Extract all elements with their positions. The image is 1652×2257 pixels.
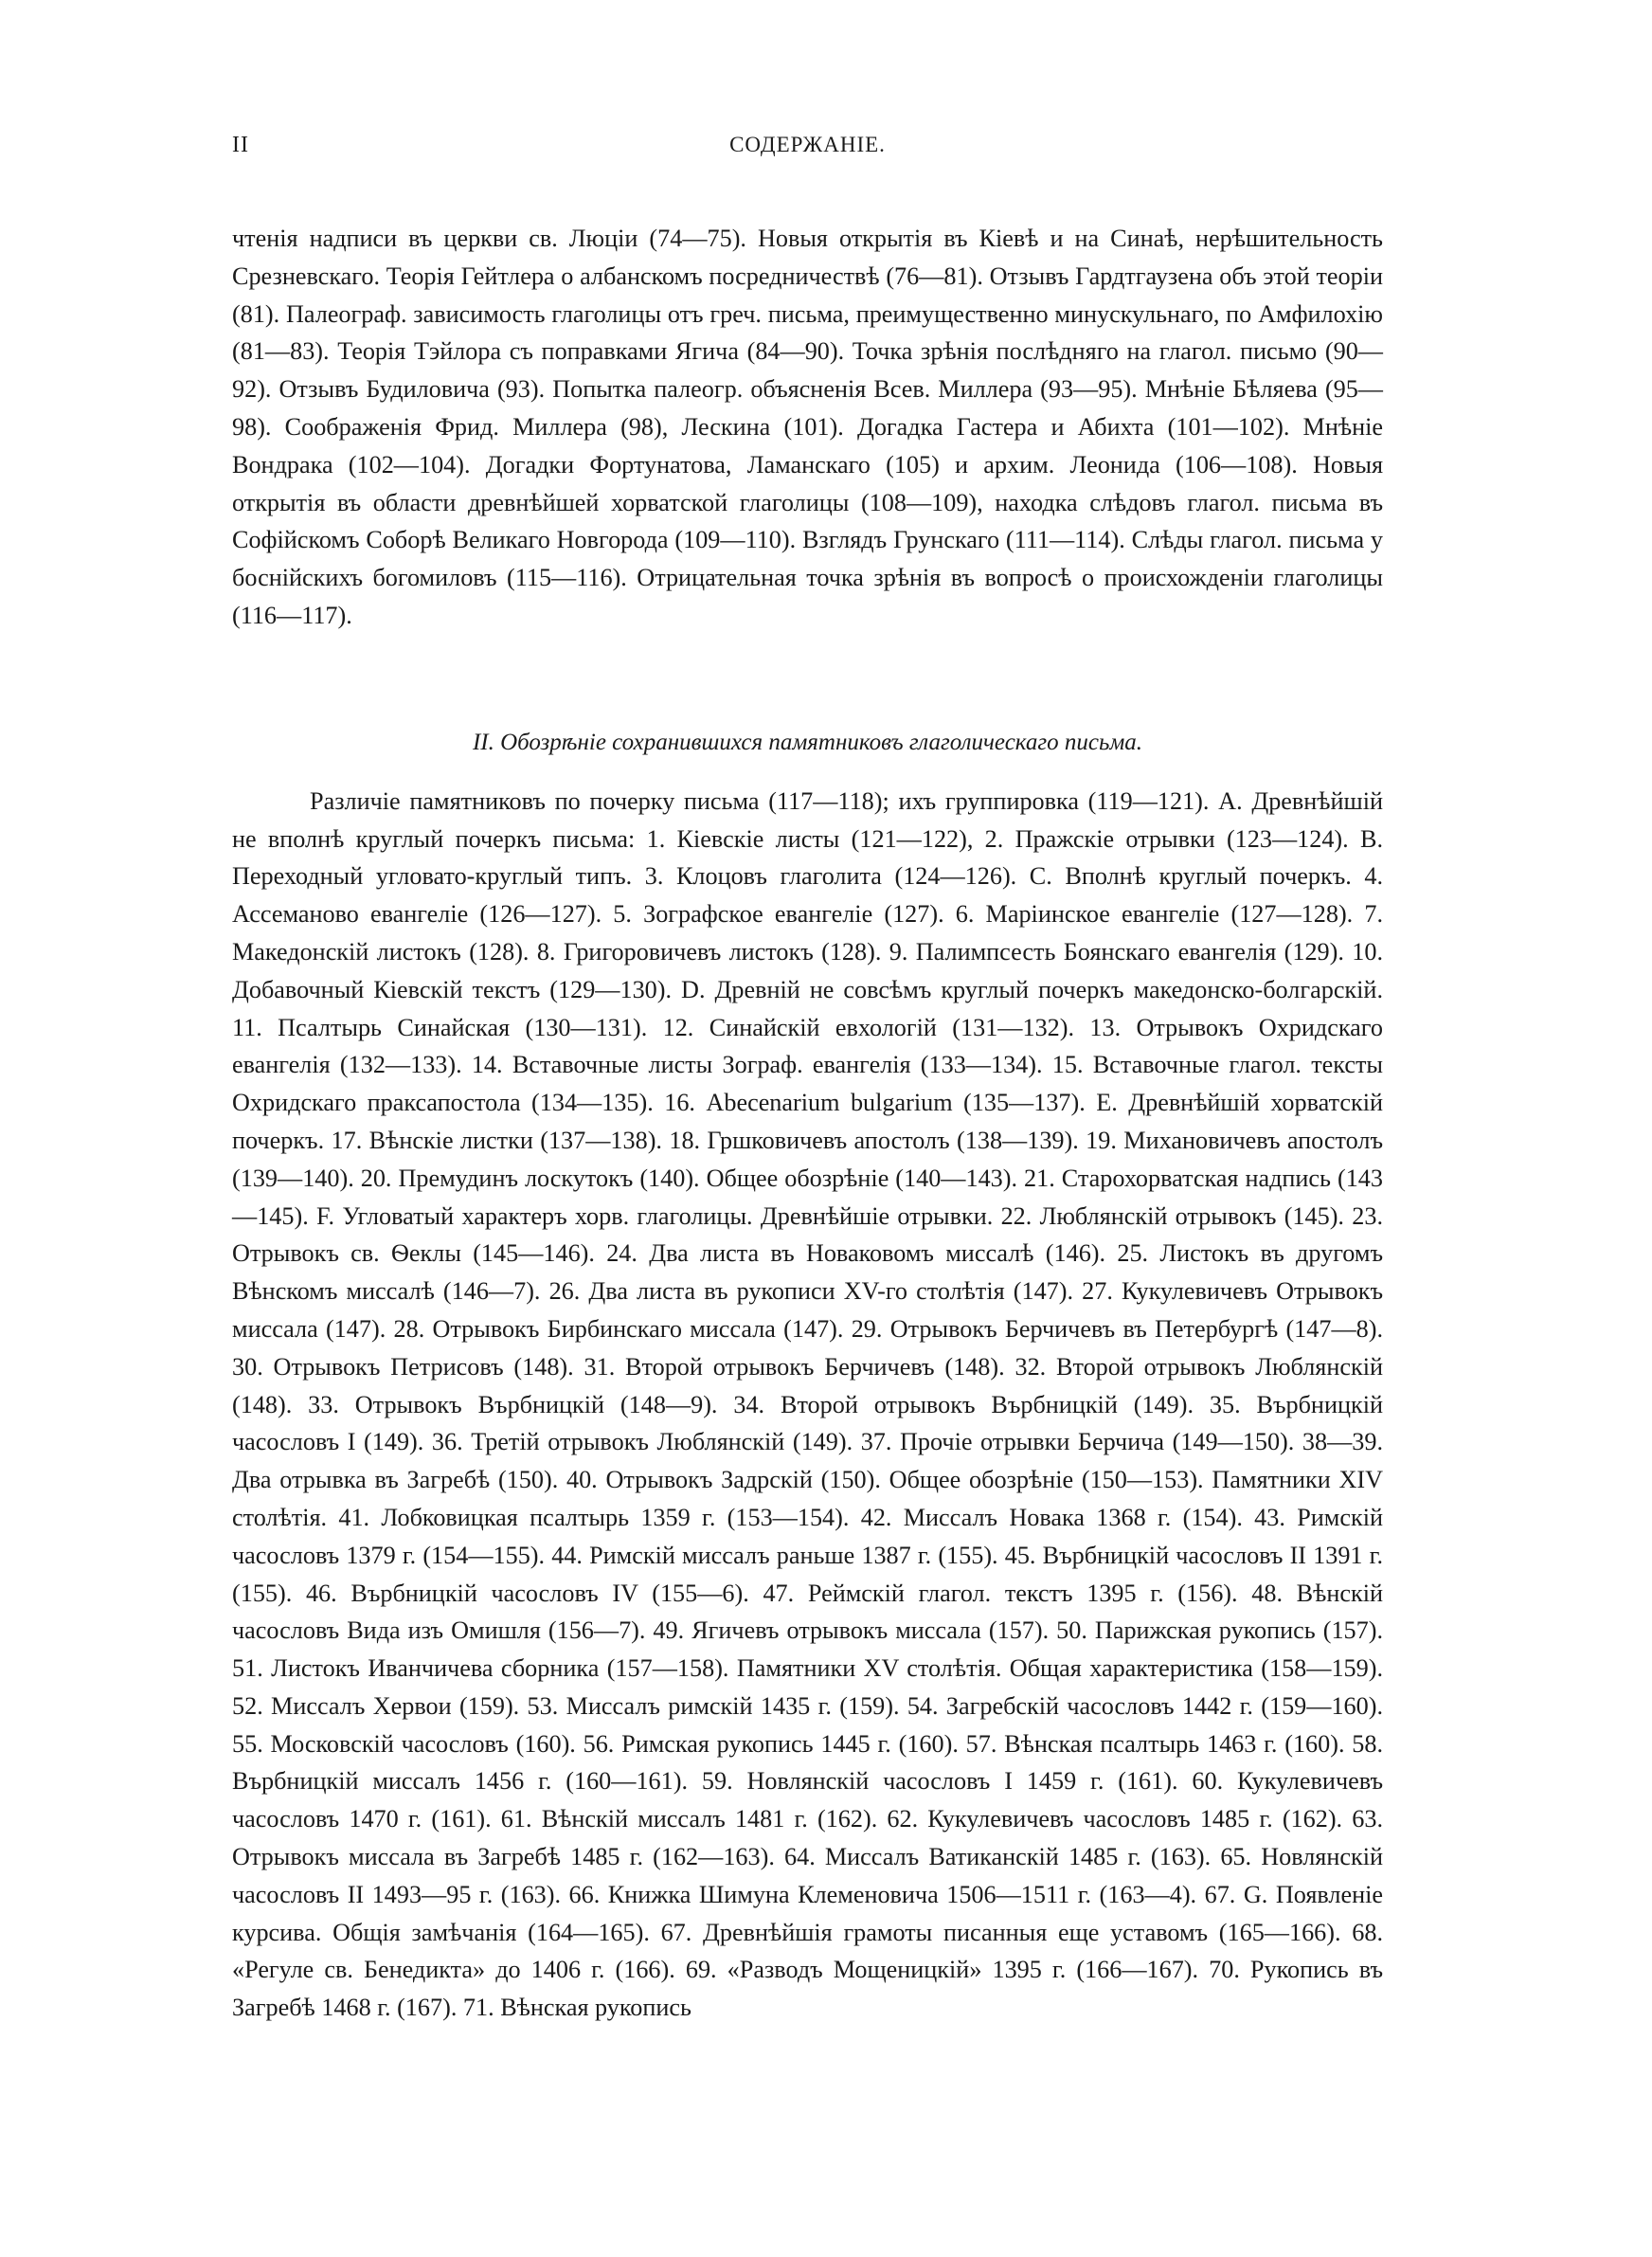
continued-paragraph: чтенія надписи въ церкви св. Люціи (74—75). Новыя открытія въ Кіевѣ и на Синаѣ, нерѣшительность Срезневскаго. Теорія Гейтлера о албанскомъ посредничествѣ (76—81). Отзывъ Гардтгаузена объ этой теоріи (81). Палеограф. зависимость глаголицы отъ греч. письма, преимущественно минускульнаго, по Амфилохію (81—83). Теорія Тэйлора съ поправками Ягича (84—90). Точка зрѣнія послѣдняго на глагол. письмо (90—92). Отзывъ Будиловича (93). Попытка палеогр. объясненія Всев. Миллера (93—95). Мнѣніе Бѣляева (95—98). Соображенія Фрид. Миллера (98), Лескина (101). Догадка Гастера и Абихта (101—102). Мнѣніе Вондрака (102—104). Догадки Фортунатова, Ламанскаго (105) и архим. Леонида (106—108). Новыя открытія въ области древнѣйшей хорватской глаголицы (108—109), находка слѣдовъ глагол. письма въ Софійскомъ Соборѣ Великаго Новгорода (109—110). Взглядъ Грунскаго (111—114). Слѣды глагол. письма у боснійскихъ богомиловъ (115—116). Отрицательная точка зрѣнія въ вопросѣ о происхожденіи глаголицы (116—117). (232, 225, 1383, 629)
document-page (232, 133, 1383, 2027)
section-heading: II. Обозрѣніе сохранившихся памятниковъ глаголическаго письма. (472, 729, 1143, 755)
page-number: II (232, 133, 249, 157)
section-paragraph: Различіе памятниковъ по почерку письма (117—118); ихъ группировка (119—121). A. Древнѣйшій не вполнѣ круглый почеркъ письма: 1. Кіевскіе листы (121—122), 2. Пражскіе отрывки (123—124). B. Переходный угловато-круглый типъ. 3. Клоцовъ глаголита (124—126). C. Вполнѣ круглый почеркъ. 4. Ассеманово евангеліе (126—127). 5. Зографское евангеліе (127). 6. Маріинское евангеліе (127—128). 7. Македонскій листокъ (128). 8. Григоровичевъ листокъ (128). 9. Палимпсесть Боянскаго евангелія (129). 10. Добавочный Кіевскій текстъ (129—130). D. Древній не совсѣмъ круглый почеркъ македонско-болгарскій. 11. Псалтырь Синайская (130—131). 12. Синайскій евхологій (131—132). 13. Отрывокъ Охридскаго евангелія (132—133). 14. Вставочные листы Зограф. евангелія (133—134). 15. Вставочные глагол. тексты Охридскаго праксапостола (134—135). 16. Abecenarium bulgarium (135—137). E. Древнѣйшій хорватскій почеркъ. 17. Вѣнскіе листки (137—138). 18. Гршковичевъ апостолъ (138—139). 19. Михановичевъ апостолъ (139—140). 20. Премудинъ лоскутокъ (140). Общее обозрѣніе (140—143). 21. Старохорватская надпись (143—145). F. Угловатый характеръ хорв. глаголицы. Древнѣйшіе отрывки. 22. Люблянскій отрывокъ (145). 23. Отрывокъ св. Ѳеклы (145—146). 24. Два листа въ Новаковомъ миссалѣ (146). 25. Листокъ въ другомъ Вѣнскомъ миссалѣ (146—7). 26. Два листа въ рукописи XV-го столѣтія (147). 27. Кукулевичевъ Отрывокъ миссала (147). 28. Отрывокъ Бирбинскаго миссала (147). 29. Отрывокъ Берчичевъ въ Петербургѣ (147—8). 30. Отрывокъ Петрисовъ (148). 31. Второй отрывокъ Берчичевъ (148). 32. Второй отрывокъ Люблянскій (148). 33. Отрывокъ Върбницкій (148—9). 34. Второй отрывокъ Върбницкій (149). 35. Върбницкій часословъ I (149). 36. Третій отрывокъ Люблянскій (149). 37. Прочіе отрывки Берчича (149—150). 38—39. Два отрывка въ Загребѣ (150). 40. Отрывокъ Задрскій (150). Общее обозрѣніе (150—153). Памятники XIV столѣтія. 41. Лобковицкая псалтырь 1359 г. (153—154). 42. Миссалъ Новака 1368 г. (154). 43. Римскій часословъ 1379 г. (154—155). 44. Римскій миссалъ раньше 1387 г. (155). 45. Върбницкій часословъ II 1391 г. (155). 46. Върбницкій часословъ IV (155—6). 47. Реймскій глагол. текстъ 1395 г. (156). 48. Вѣнскій часословъ Вида изъ Омишля (156—7). 49. Ягичевъ отрывокъ миссала (157). 50. Парижская рукопись (157). 51. Листокъ Иванчичева сборника (157—158). Памятники XV столѣтія. Общая характеристика (158—159). 52. Миссалъ Хервои (159). 53. Миссалъ римскій 1435 г. (159). 54. Загребскій часословъ 1442 г. (159—160). 55. Московскій часословъ (160). 56. Римская рукопись 1445 г. (160). 57. Вѣнская псалтырь 1463 г. (160). 58. Върбницкій миссалъ 1456 г. (160—161). 59. Новлянскій часословъ I 1459 г. (161). 60. Кукулевичевъ часословъ 1470 г. (161). 61. Вѣнскій миссалъ 1481 г. (162). 62. Кукулевичевъ часословъ 1485 г. (162). 63. Отрывокъ миссала въ Загребѣ 1485 г. (162—163). 64. Миссалъ Ватиканскій 1485 г. (163). 65. Новлянскій часословъ II 1493—95 г. (163). 66. Книжка Шимуна Клеменовича 1506—1511 г. (163—4). 67. G. Появленіе курсива. Общія замѣчанія (164—165). 67. Древнѣйшія грамоты писанныя еще уставомъ (165—166). 68. «Регуле св. Бенедикта» до 1406 г. (166). 69. «Разводъ Мощеницкій» 1395 г. (166—167). 70. Рукопись въ Загребѣ 1468 г. (167). 71. Вѣнская рукопись (232, 786, 1383, 2022)
running-header (232, 133, 1383, 190)
running-title: СОДЕРЖАНІЕ. (729, 133, 886, 156)
